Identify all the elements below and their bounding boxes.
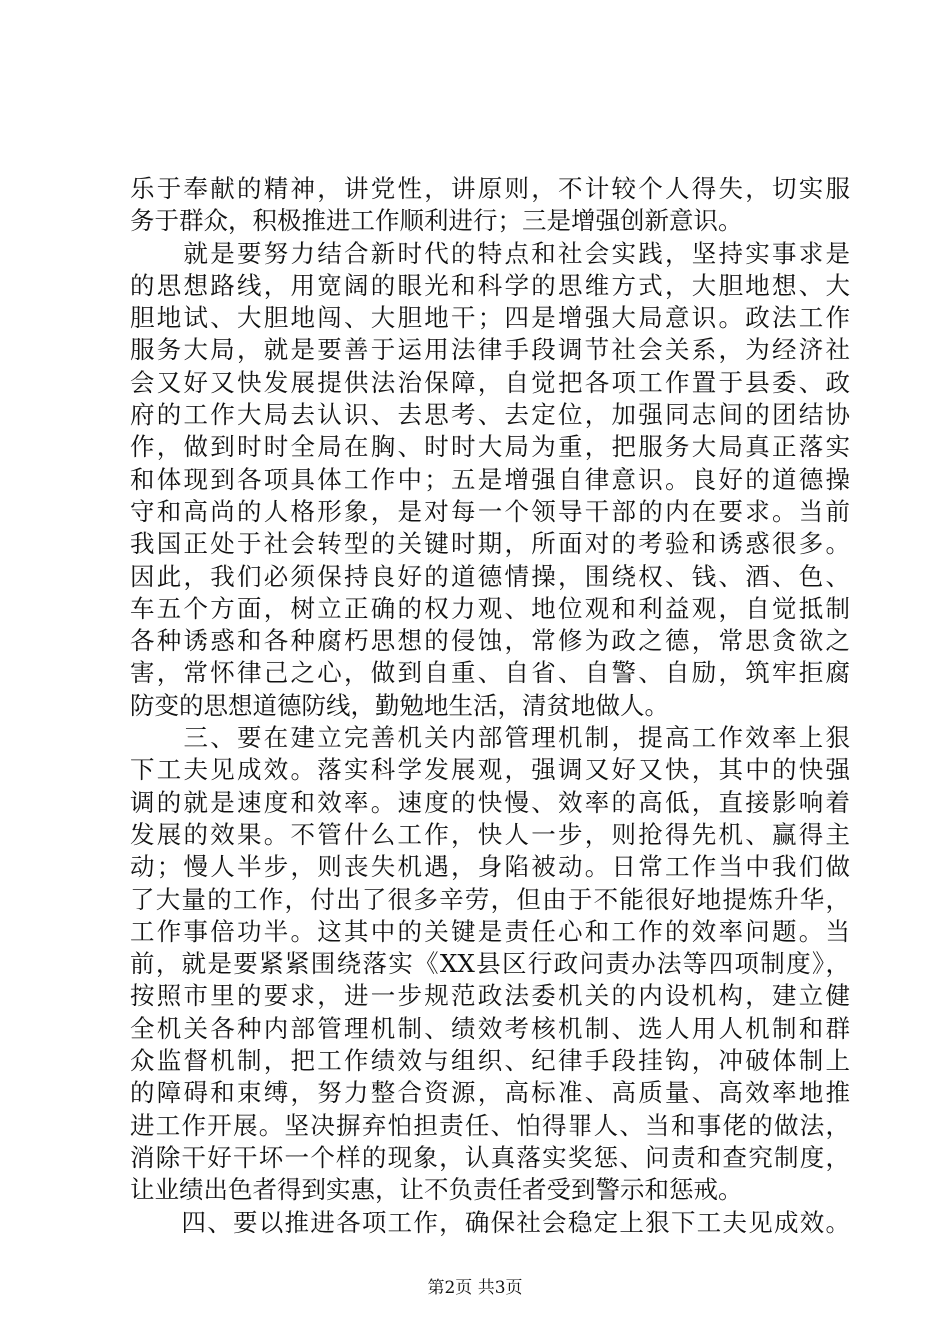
text-line: 下工夫见成效。落实科学发展观，强调又好又快，其中的快强 — [130, 755, 850, 785]
text-line: 我国正处于社会转型的关键时期，所面对的考验和诱惑很多。 — [130, 529, 850, 559]
text-line: 务于群众，积极推进工作顺利进行；三是增强创新意识。 — [130, 206, 743, 236]
text-line: 害，常怀律己之心，做到自重、自省、自警、自励，筑牢拒腐 — [130, 658, 850, 688]
body-text — [130, 173, 850, 1239]
text-line: 的障碍和束缚，努力整合资源，高标准、高质量、高效率地推 — [130, 1078, 850, 1108]
text-line: 会又好又快发展提供法治保障，自觉把各项工作置于县委、政 — [130, 367, 850, 397]
text-line: 车五个方面，树立正确的权力观、地位观和利益观，自觉抵制 — [130, 593, 850, 623]
text-line: 的思想路线，用宽阔的眼光和科学的思维方式，大胆地想、大 — [130, 270, 850, 300]
text-line: 前，就是要紧紧围绕落实《XX县区行政问责办法等四项制度》， — [130, 949, 850, 979]
text-line: 进工作开展。坚决摒弃怕担责任、怕得罪人、当和事佬的做法， — [130, 1110, 850, 1140]
text-line: 各种诱惑和各种腐朽思想的侵蚀，常修为政之德，常思贪欲之 — [130, 626, 850, 656]
text-line: 调的就是速度和效率。速度的快慢、效率的高低，直接影响着 — [130, 787, 850, 817]
text-line: 防变的思想道德防线，勤勉地生活，清贫地做人。 — [130, 690, 669, 720]
text-line: 府的工作大局去认识、去思考、去定位，加强同志间的团结协 — [130, 400, 850, 430]
text-line: 因此，我们必须保持良好的道德情操，围绕权、钱、酒、色、 — [130, 561, 850, 591]
text-line: 发展的效果。不管什么工作，快人一步，则抢得先机、赢得主 — [130, 819, 850, 849]
text-line: 守和高尚的人格形象，是对每一个领导干部的内在要求。当前 — [130, 496, 850, 526]
text-line: 作，做到时时全局在胸、时时大局为重，把服务大局真正落实 — [130, 432, 850, 462]
text-line: 服务大局，就是要善于运用法律手段调节社会关系，为经济社 — [130, 335, 850, 365]
text-line: 和体现到各项具体工作中；五是增强自律意识。良好的道德操 — [130, 464, 850, 494]
text-line: 让业绩出色者得到实惠，让不负责任者受到警示和惩戒。 — [130, 1175, 743, 1205]
text-line: 消除干好干坏一个样的现象，认真落实奖惩、问责和查究制度， — [130, 1142, 850, 1172]
text-line: 全机关各种内部管理机制、绩效考核机制、选人用人机制和群 — [130, 1013, 850, 1043]
text-line: 了大量的工作，付出了很多辛劳，但由于不能很好地提炼升华， — [130, 884, 850, 914]
text-line: 众监督机制，把工作绩效与组织、纪律手段挂钩，冲破体制上 — [130, 1046, 850, 1076]
text-line: 动；慢人半步，则丧失机遇，身陷被动。日常工作当中我们做 — [130, 852, 850, 882]
text-line: 三、要在建立完善机关内部管理机制，提高工作效率上狠 — [130, 723, 850, 753]
text-line: 就是要努力结合新时代的特点和社会实践，坚持实事求是 — [130, 238, 850, 268]
text-line: 按照市里的要求，进一步规范政法委机关的内设机构，建立健 — [130, 981, 850, 1011]
page-number-footer: 第2页 共3页 — [427, 1278, 523, 1298]
text-line: 乐于奉献的精神，讲党性，讲原则，不计较个人得失，切实服 — [130, 174, 850, 203]
text-line: 工作事倍功半。这其中的关键是责任心和工作的效率问题。当 — [130, 916, 850, 946]
text-line: 四、要以推进各项工作，确保社会稳定上狠下工夫见成效。 — [130, 1207, 850, 1237]
text-line: 胆地试、大胆地闯、大胆地干；四是增强大局意识。政法工作 — [130, 303, 850, 333]
